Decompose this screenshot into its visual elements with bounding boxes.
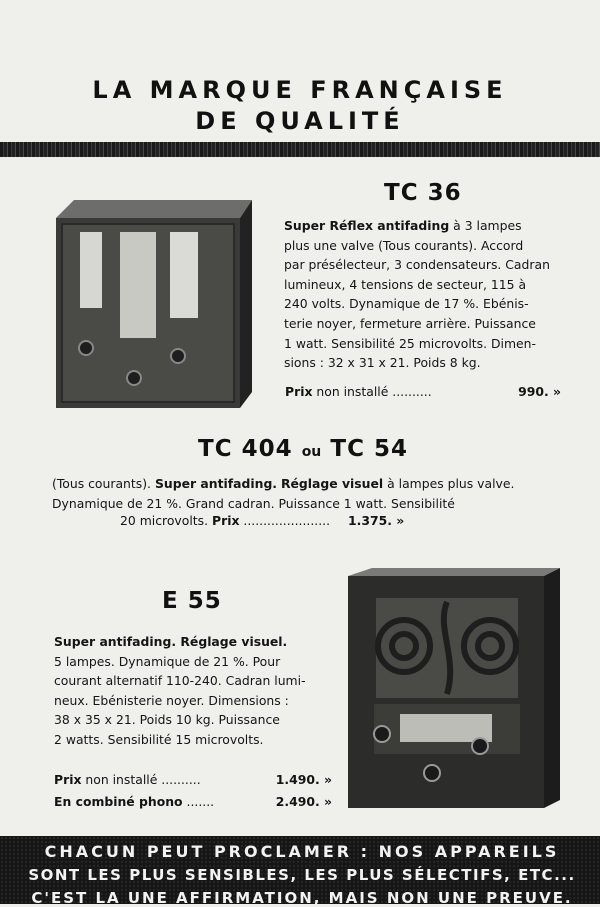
e55-line-2: neux. Ebénisterie noyer. Dimensions : bbox=[54, 692, 289, 708]
tc36-radio-image bbox=[56, 200, 252, 410]
tc36-line-5: terie noyer, fermeture arrière. Puissance bbox=[284, 315, 536, 331]
tc404-title: TC 404 ou TC 54 bbox=[198, 436, 408, 462]
e55-description: Super antifading. Réglage visuel. 5 lampes. Dynamique de 21 %. Pour courant alternatif 110-240. Cadran lumi- neux. Ebénisterie noyer. Dimensions : 38 x 35 x 21. Poids 10 kg. Puissance 2 watts. Sensibilité 15 microvolts. bbox=[54, 632, 332, 750]
e55-knob-right bbox=[472, 738, 488, 754]
e55-radio-image bbox=[348, 568, 560, 808]
tc36-price: Prix non installé .......... 990. » bbox=[285, 384, 561, 399]
e55-knob-left bbox=[374, 726, 390, 742]
tc404-line-2: Dynamique de 21 %. Grand cadran. Puissance 1 watt. Sensibilité bbox=[52, 495, 455, 511]
footer-line1: CHACUN PEUT PROCLAMER : NOS APPAREILS bbox=[44, 842, 560, 861]
tc36-line-1: plus une valve (Tous courants). Accord bbox=[284, 237, 524, 253]
tc36-line-7: sions : 32 x 31 x 21. Poids 8 kg. bbox=[284, 355, 481, 371]
tc36-line-3: lumineux, 4 tensions de secteur, 115 à bbox=[284, 276, 527, 292]
tc36-knob-bottom bbox=[127, 371, 141, 385]
tc36-line-4: 240 volts. Dynamique de 17 %. Ebénis- bbox=[284, 296, 529, 312]
tc404-line-3: 20 microvolts. Prix ...................... 1.375. » bbox=[120, 513, 405, 528]
e55-line-4: 2 watts. Sensibilité 15 microvolts. bbox=[54, 731, 264, 747]
tc36-bold: Super Réflex antifading bbox=[284, 218, 450, 233]
headline-line1: LA MARQUE FRANÇAISE bbox=[92, 76, 508, 104]
tc36-price-value: 990. » bbox=[518, 384, 561, 399]
e55-price-value: 1.490. » bbox=[275, 772, 332, 787]
tc36-line-6: 1 watt. Sensibilité 25 microvolts. Dimen- bbox=[284, 335, 536, 351]
tc36-cabinet-top bbox=[56, 200, 252, 218]
tc404-description: (Tous courants). Super antifading. Réglage visuel à lampes plus valve. Dynamique de 21 %. Grand cadran. Puissance 1 watt. Sensibilité bbox=[52, 474, 564, 513]
headline-line2: DE QUALITÉ bbox=[195, 107, 405, 135]
tc36-dial-center bbox=[120, 232, 156, 338]
tc36-knob-right bbox=[171, 349, 185, 363]
e55-price: Prix non installé .......... 1.490. » bbox=[54, 772, 332, 787]
tc36-dial-left bbox=[80, 232, 102, 308]
e55-knob-bottom bbox=[424, 765, 440, 781]
tc36-description bbox=[284, 216, 562, 373]
e55-line-1: courant alternatif 110-240. Cadran lumi- bbox=[54, 673, 306, 689]
e55-line-3: 38 x 35 x 21. Poids 10 kg. Puissance bbox=[54, 712, 280, 728]
tc36-line-0: Super Réflex antifading à 3 lampes bbox=[284, 218, 522, 233]
e55-line-0: 5 lampes. Dynamique de 21 %. Pour bbox=[54, 653, 281, 669]
e55-price-phono: En combiné phono ....... 2.490. » bbox=[54, 794, 332, 809]
tc36-knob-left bbox=[79, 341, 93, 355]
tc36-dial-right bbox=[170, 232, 198, 318]
e55-price-phono-value: 2.490. » bbox=[275, 794, 332, 809]
tc404-price-value: 1.375. » bbox=[348, 513, 405, 528]
tc36-line-2: par présélecteur, 3 condensateurs. Cadran bbox=[284, 257, 550, 273]
e55-title: E 55 bbox=[162, 588, 222, 614]
tc36-title: TC 36 bbox=[384, 180, 462, 206]
tc36-cabinet-side bbox=[240, 200, 252, 408]
footer-line2: SONT LES PLUS SENSIBLES, LES PLUS SÉLECTIFS, ETC... bbox=[28, 866, 576, 884]
divider-band bbox=[0, 142, 600, 157]
footer-line3: C'EST LA UNE AFFIRMATION, MAIS NON UNE PREUVE. bbox=[31, 889, 573, 907]
